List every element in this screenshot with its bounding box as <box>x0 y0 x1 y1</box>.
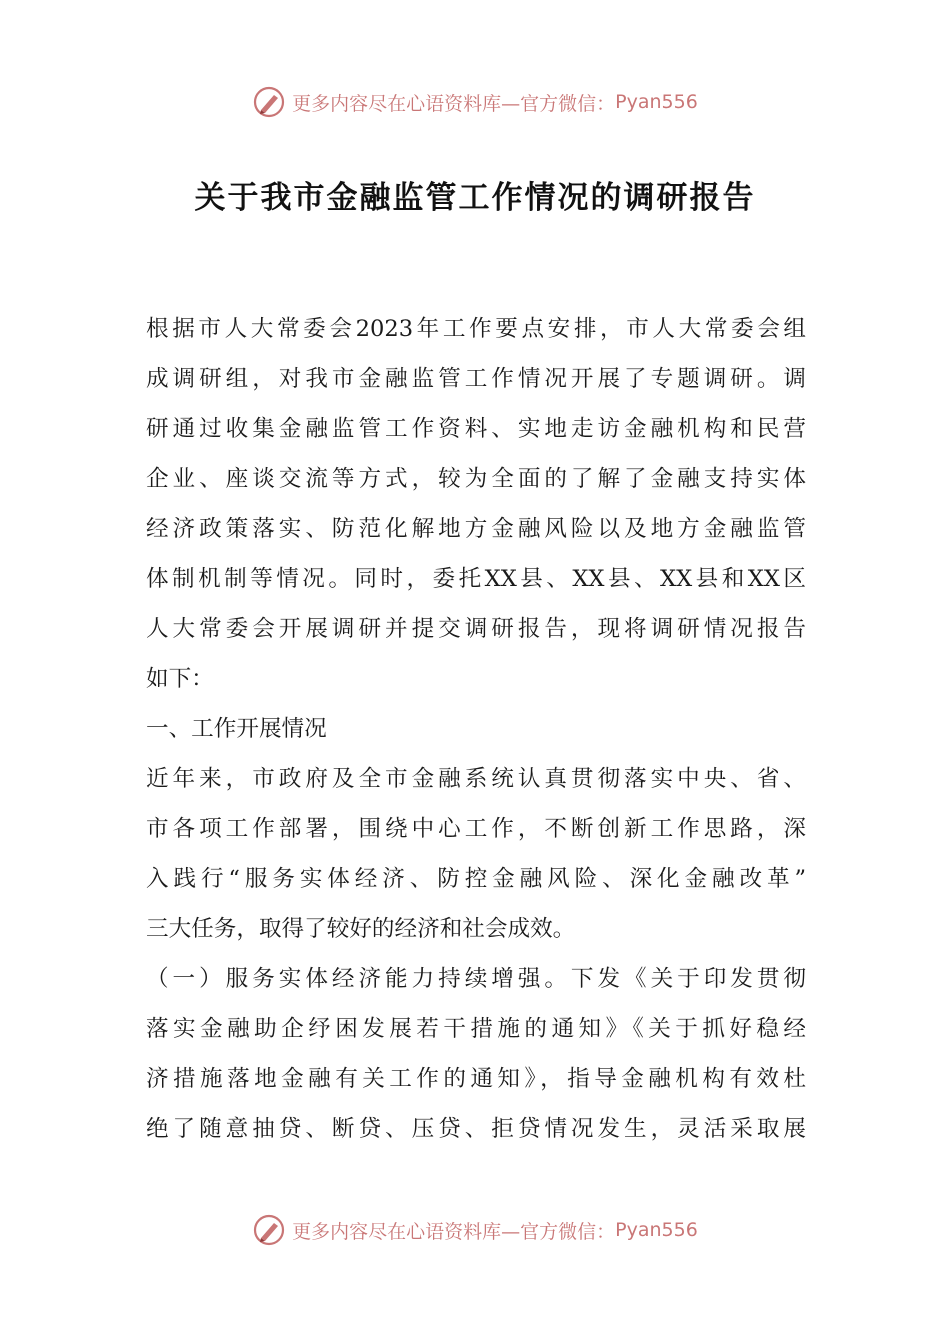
section-heading: 一、工作开展情况 <box>146 716 327 742</box>
pen-in-circle-icon <box>252 1213 286 1247</box>
body-line: 三大任务，取得了较好的经济和社会成效。 <box>146 916 576 942</box>
body-line: 根据市人大常委会2023年工作要点安排，市人大常委会组 <box>146 316 806 342</box>
body-line: 企业、座谈交流等方式，较为全面的了解了金融支持实体 <box>146 466 806 492</box>
watermark-text: 更多内容尽在心语资料库—官方微信： <box>292 1220 616 1243</box>
body-line: 落实金融助企纾困发展若干措施的通知》《关于抓好稳经 <box>146 1016 806 1042</box>
body-line: 成调研组，对我市金融监管工作情况开展了专题调研。调 <box>146 366 806 392</box>
body-line: 研通过收集金融监管工作资料、实地走访金融机构和民营 <box>146 416 806 442</box>
body-line: 如下： <box>146 666 214 692</box>
body-line: 绝了随意抽贷、断贷、压贷、拒贷情况发生，灵活采取展 <box>146 1116 806 1142</box>
document-title: 关于我市金融监管工作情况的调研报告 <box>194 180 756 216</box>
body-line: 济措施落地金融有关工作的通知》，指导金融机构有效杜 <box>146 1066 806 1092</box>
body-line: 人大常委会开展调研并提交调研报告，现将调研情况报告 <box>146 616 806 642</box>
body-line: 市各项工作部署，围绕中心工作，不断创新工作思路，深 <box>146 816 806 842</box>
body-line: 近年来，市政府及全市金融系统认真贯彻落实中央、省、 <box>146 766 806 792</box>
watermark-footer <box>0 1210 950 1250</box>
document-body <box>146 304 806 1154</box>
body-line: 体制机制等情况。同时，委托XX县、XX县、XX县和XX区 <box>146 566 806 592</box>
body-line: （一）服务实体经济能力持续增强。下发《关于印发贯彻 <box>146 966 806 992</box>
watermark-text: 更多内容尽在心语资料库—官方微信： <box>292 92 616 115</box>
watermark-handle: Pyan556 <box>615 1219 698 1241</box>
body-line: 经济政策落实、防范化解地方金融风险以及地方金融监管 <box>146 516 806 542</box>
pen-in-circle-icon <box>252 85 286 119</box>
watermark-header <box>0 82 950 122</box>
watermark-handle: Pyan556 <box>615 91 698 113</box>
body-line: 入践行“服务实体经济、防控金融风险、深化金融改革” <box>146 866 806 892</box>
